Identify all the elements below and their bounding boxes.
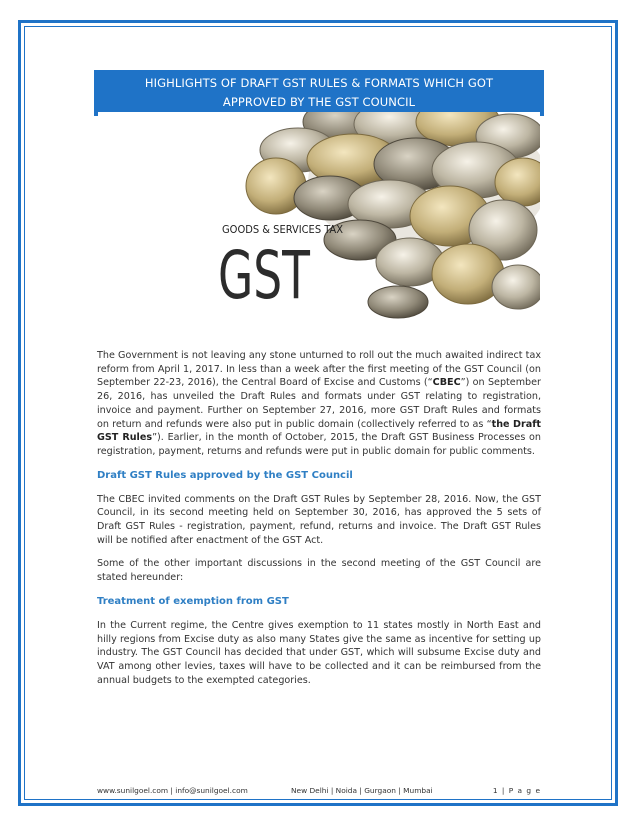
banner-line-2: APPROVED BY THE GST COUNCIL	[222, 95, 416, 109]
footer-page-number: 1 | P a g e	[492, 786, 541, 795]
gst-logo-text: GST	[218, 237, 311, 314]
article-body	[97, 349, 541, 687]
draft-rules-term: the Draft GST Rules	[97, 418, 541, 444]
page-footer	[97, 786, 541, 798]
heading-draft-rules: Draft GST Rules approved by the GST Council	[97, 469, 353, 481]
footer-contact: www.sunilgoel.com | info@sunilgoel.com	[97, 786, 248, 795]
paragraph-approval: The CBEC invited comments on the Draft GST Rules by September 28, 2016. Now, the GST Council, in its second meeting held on September 30, 2016, has approved the 5 sets of Draft GST Rules - registration, payment, refund, returns and invoice. The Draft GST Rules will be notified after enactment of the GST Act.	[97, 493, 541, 546]
paragraph-intro: The Government is not leaving any stone unturned to roll out the much awaited indirect tax reform from April 1, 2017. In less than a week after the first meeting of the GST Council (on September 22-23, 2016), the Central Board of Excise and Customs (“CBEC”) on September 26, 2016, has unveiled the Draft Rules and formats under GST relating to registration, invoice and payment. Further on September 27, 2016, more GST Draft Rules and formats on return and refunds were also put in public domain (collectively referred to as “the Draft GST Rules”). Earlier, in the month of October, 2015, the Draft GST Business Processes on registration, payment, returns and refunds were put in public domain for public comments.	[97, 350, 541, 457]
heading-exemption: Treatment of exemption from GST	[97, 595, 289, 607]
title-banner	[94, 70, 544, 116]
footer-offices: New Delhi | Noida | Gurgaon | Mumbai	[291, 786, 433, 795]
paragraph-exemption: In the Current regime, the Centre gives exemption to 11 states mostly in North East and hilly regions from Excise duty as also many States give the same as incentive for setting up industry. The GST Council has decided that under GST, which will subsume Excise duty and VAT among other levies, taxes will have to be collected and it can be reimbursed from the annual budgets to the exempted categories.	[97, 619, 541, 686]
cbec-term: CBEC	[432, 377, 461, 389]
gst-coins-illustration	[98, 112, 540, 320]
paragraph-other-discussions: Some of the other important discussions in the second meeting of the GST Council are stated hereunder:	[97, 558, 541, 584]
banner-line-1: HIGHLIGHTS OF DRAFT GST RULES & FORMATS WHICH GOT	[144, 76, 494, 90]
gst-coins-image	[98, 112, 540, 320]
gst-subtitle: GOODS & SERVICES TAX	[222, 223, 343, 236]
